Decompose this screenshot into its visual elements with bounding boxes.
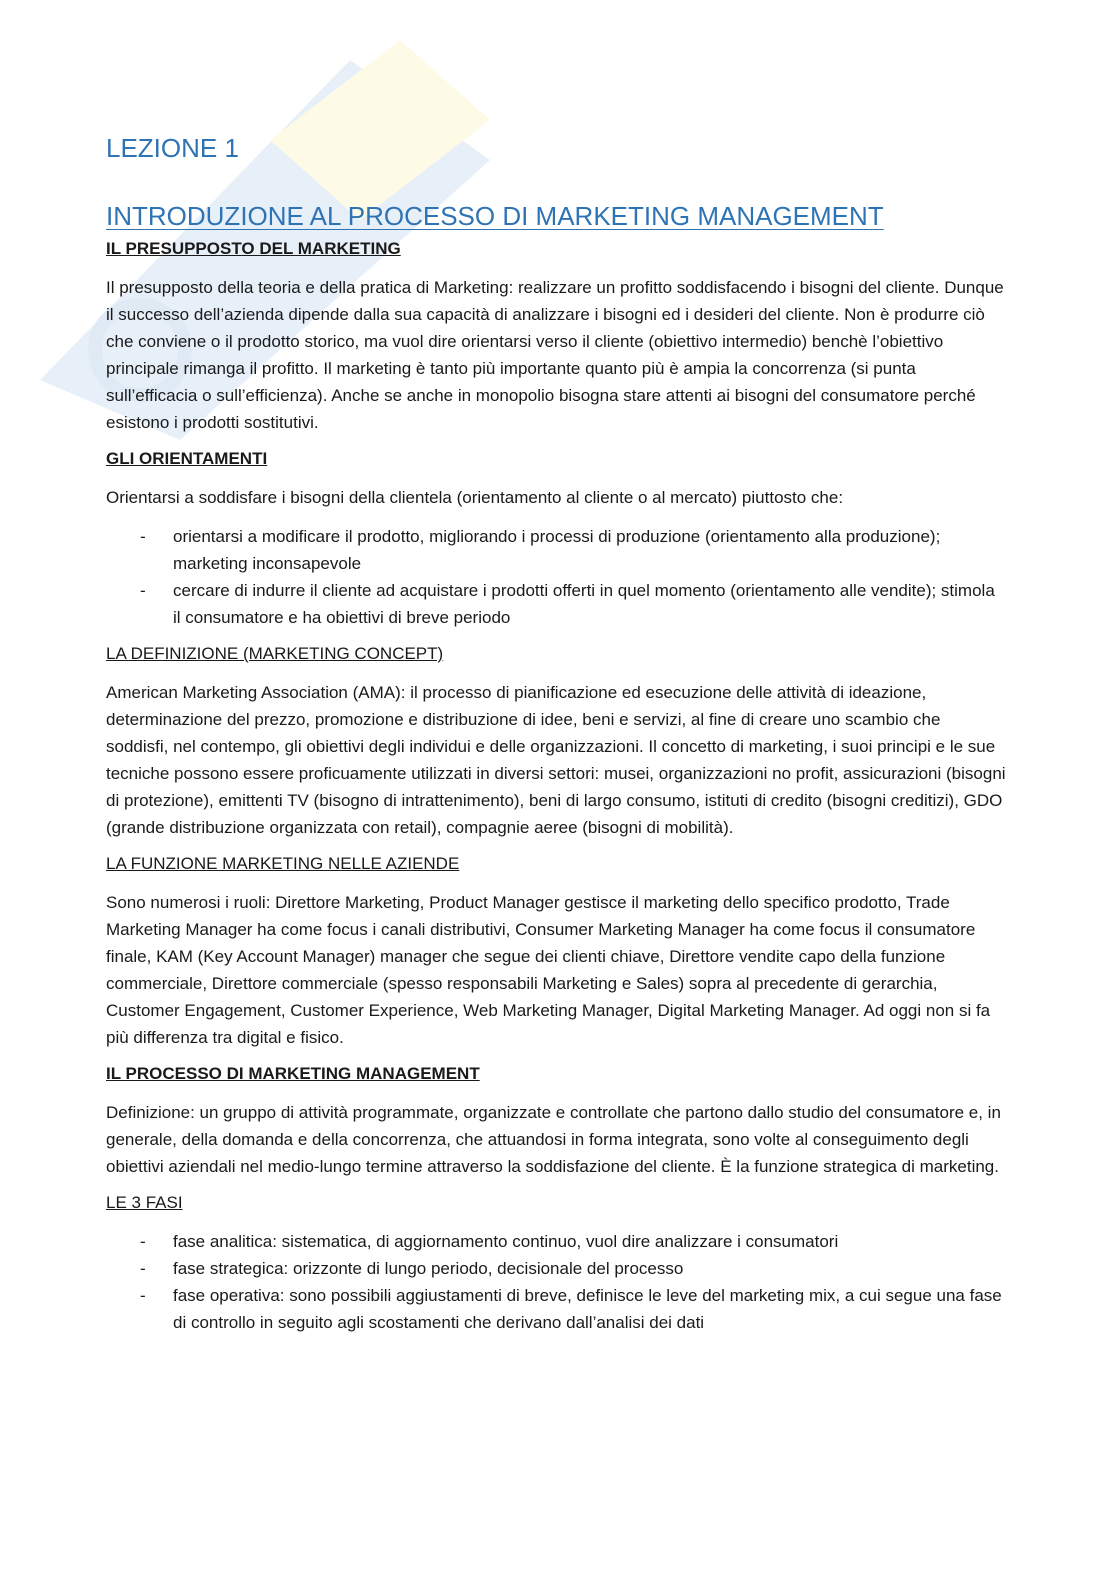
lesson-title: LEZIONE 1 [106, 133, 239, 163]
section-orientamenti [106, 448, 1006, 631]
section-presupposto [106, 238, 1006, 436]
list-item: - orientarsi a modificare il prodotto, migliorando i processi di produzione (orientamento alla produzione); marketing inconsapevole [106, 523, 1006, 577]
section-paragraph: Definizione: un gruppo di attività programmate, organizzate e controllate che partono dallo studio del consumatore e, in generale, della domanda e della concorrenza, che attuandosi in forma integrata, sono volte al conseguimento degli obiettivi aziendali nel medio-lungo termine attraverso la soddisfazione del cliente. È la funzione strategica di marketing. [106, 1103, 1001, 1176]
section-paragraph: American Marketing Association (AMA): il processo di pianificazione ed esecuzione delle attività di ideazione, determinazione del prezzo, promozione e distribuzione di idee, beni e servizi, al fine di creare uno scambio che soddisfi, nel contempo, gli obiettivi degli individui e delle organizzazioni. Il concetto di marketing, i suoi principi e le sue tecniche possono essere proficuamente utilizzati in diversi settori: musei, organizzazioni no profit, assicurazioni (bisogni di protezione), emittenti TV (bisogno di intrattenimento), beni di largo consumo, istituti di credito (bisogni creditizi), GDO (grande distribuzione organizzata con retail), compagnie aeree (bisogni di mobilità). [106, 683, 1006, 837]
list-item: - fase analitica: sistematica, di aggiornamento continuo, vuol dire analizzare i consumatori [106, 1228, 1006, 1255]
section-heading: GLI ORIENTAMENTI [106, 449, 268, 468]
document-page [106, 128, 1006, 1348]
list-item: - fase strategica: orizzonte di lungo periodo, decisionale del processo [106, 1255, 1006, 1282]
section-heading: IL PRESUPPOSTO DEL MARKETING [106, 239, 401, 258]
section-heading: LE 3 FASI [106, 1193, 183, 1212]
main-title: INTRODUZIONE AL PROCESSO DI MARKETING MANAGEMENT [106, 201, 884, 231]
section-fasi [106, 1192, 1006, 1336]
dash-list [106, 1228, 1006, 1336]
section-paragraph: Orientarsi a soddisfare i bisogni della clientela (orientamento al cliente o al mercato) piuttosto che: [106, 488, 844, 507]
section-funzione [106, 853, 1006, 1051]
section-heading: IL PROCESSO DI MARKETING MANAGEMENT [106, 1064, 480, 1083]
dash-list [106, 523, 1006, 631]
list-item: - fase operativa: sono possibili aggiustamenti di breve, definisce le leve del marketing mix, a cui segue una fase di controllo in seguito agli scostamenti che derivano dall’analisi dei dati [106, 1282, 1006, 1336]
section-paragraph: Il presupposto della teoria e della pratica di Marketing: realizzare un profitto soddisfacendo i bisogni del cliente. Dunque il successo dell’azienda dipende dalla sua capacità di analizzare i bisogni ed i desideri del cliente. Non è produrre ciò che conviene o il prodotto storico, ma vuol dire orientarsi verso il cliente (obiettivo intermedio) benchè l’obiettivo principale rimanga il profitto. Il marketing è tanto più importante quanto più è ampia la concorrenza (si punta sull’efficacia o sull’efficienza). Anche se anche in monopolio bisogna stare attenti ai bisogni del consumatore perché esistono i prodotti sostitutivi. [106, 278, 1004, 432]
section-paragraph: Sono numerosi i ruoli: Direttore Marketing, Product Manager gestisce il marketing dello specifico prodotto, Trade Marketing Manager ha come focus i canali distributivi, Consumer Marketing Manager ha come focus il consumatore finale, KAM (Key Account Manager) manager che segue dei clienti chiave, Direttore vendite capo della funzione commerciale, Direttore commerciale (spesso responsabili Marketing e Sales) sopra al precedente di gerarchia, Customer Engagement, Customer Experience, Web Marketing Manager, Digital Marketing Manager. Ad oggi non si fa più differenza tra digital e fisico. [106, 893, 991, 1047]
list-item: - cercare di indurre il cliente ad acquistare i prodotti offerti in quel momento (orientamento alle vendite); stimola il consumatore e ha obiettivi di breve periodo [106, 577, 1006, 631]
section-heading: LA FUNZIONE MARKETING NELLE AZIENDE [106, 854, 460, 873]
section-heading: LA DEFINIZIONE (MARKETING CONCEPT) [106, 644, 444, 663]
section-processo [106, 1063, 1006, 1180]
section-definizione [106, 643, 1006, 841]
